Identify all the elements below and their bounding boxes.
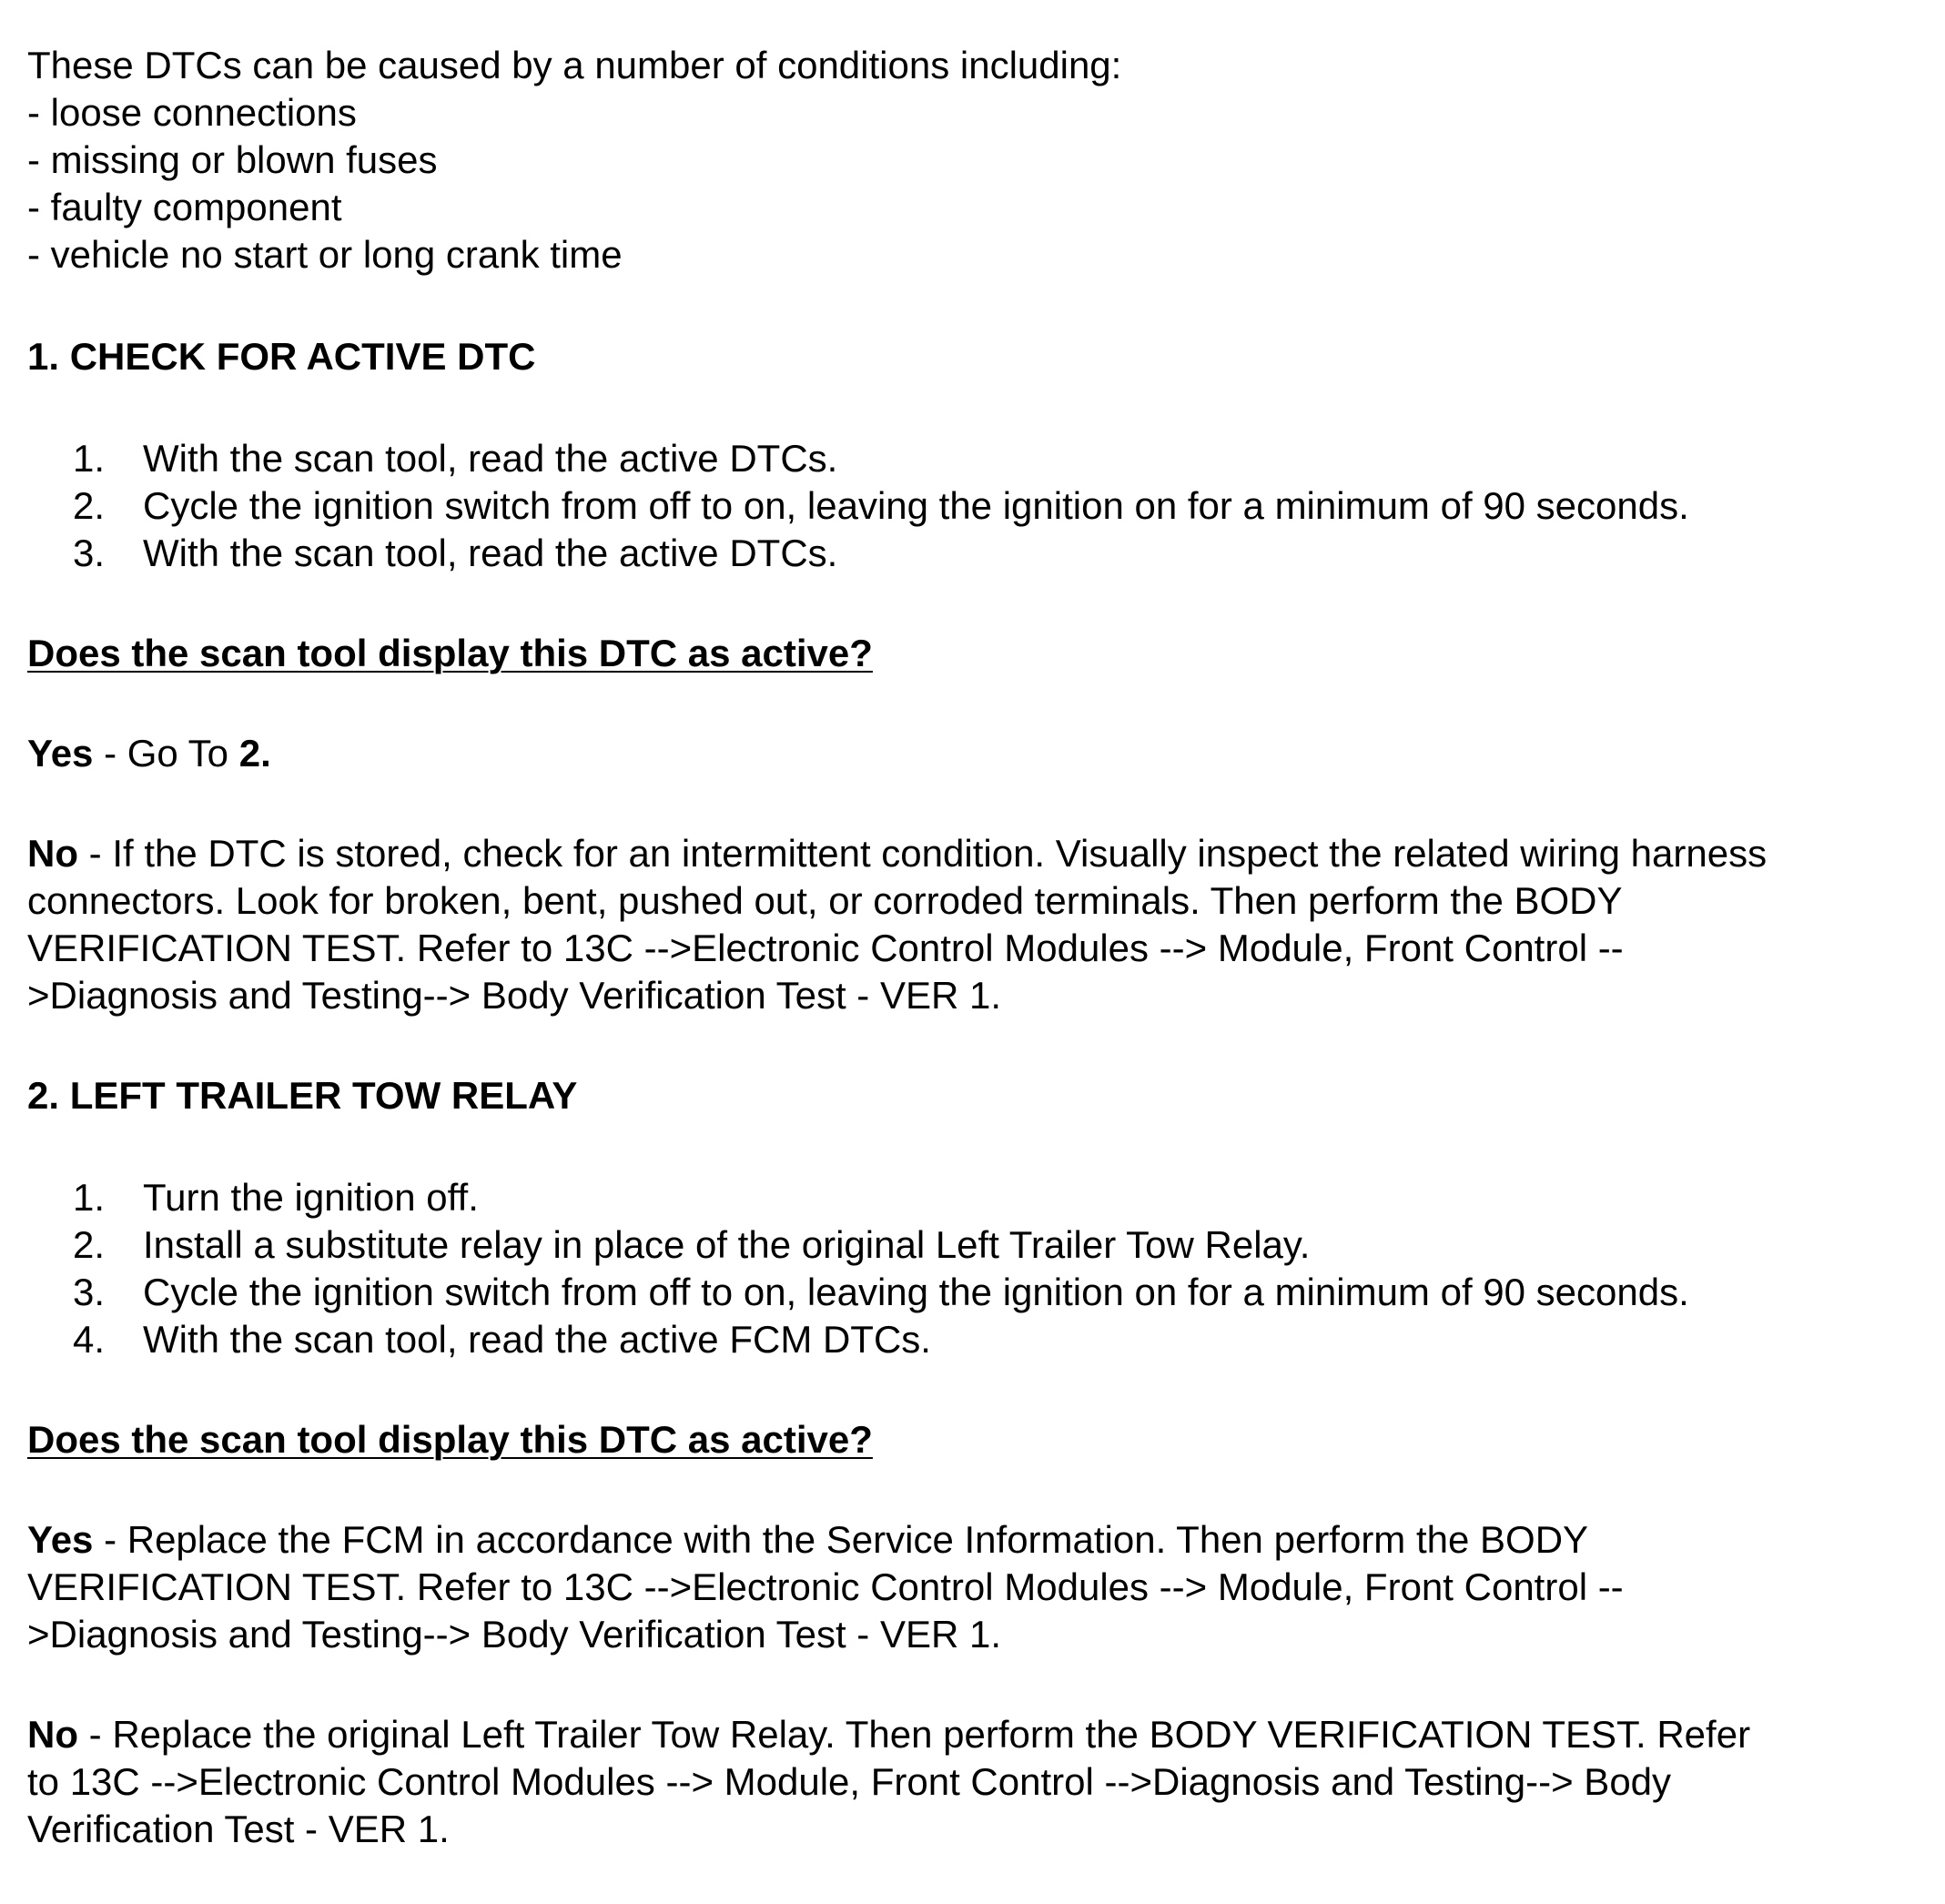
yes-text-line: - Replace the FCM in accordance with the Service Information. Then perform the BODY — [93, 1518, 1589, 1561]
step-number: 1. — [73, 437, 106, 480]
no-label: No — [27, 1713, 78, 1756]
no-text-line: to 13C -->Electronic Control Modules --> Module, Front Control -->Diagnosis and Testing--> Body — [27, 1760, 1672, 1803]
yes-label: Yes — [27, 1518, 94, 1561]
step-item — [27, 530, 1939, 577]
step-number: 2. — [73, 484, 106, 527]
goto-step: 2. — [238, 732, 271, 775]
section1-steps — [27, 435, 1939, 577]
no-text-line: - If the DTC is stored, check for an intermittent condition. Visually inspect the related wiring harness — [78, 832, 1768, 875]
step-text: Install a substitute relay in place of the original Left Trailer Tow Relay. — [143, 1223, 1311, 1266]
yes-text-line: >Diagnosis and Testing--> Body Verification Test - VER 1. — [27, 1613, 1002, 1656]
step-number: 2. — [73, 1223, 106, 1266]
no-label: No — [27, 832, 78, 875]
yes-text: - Go To — [93, 732, 239, 775]
section1-no-answer — [27, 830, 1939, 1019]
step-text: With the scan tool, read the active DTCs. — [143, 532, 838, 574]
step-item — [27, 1221, 1939, 1269]
step-text: Cycle the ignition switch from off to on, leaving the ignition on for a minimum of 90 seconds. — [143, 1271, 1689, 1313]
section2-no-answer — [27, 1711, 1939, 1853]
condition-item: - faulty component — [27, 186, 342, 228]
condition-item: - loose connections — [27, 91, 357, 134]
step-item — [27, 1269, 1939, 1316]
section2-yes-answer — [27, 1516, 1939, 1658]
section2-steps — [27, 1174, 1939, 1363]
no-text-line: VERIFICATION TEST. Refer to 13C -->Electronic Control Modules --> Module, Front Control -- — [27, 927, 1624, 969]
step-number: 1. — [73, 1176, 106, 1219]
document-page — [27, 42, 1939, 1853]
step-text: Cycle the ignition switch from off to on, leaving the ignition on for a minimum of 90 seconds. — [143, 484, 1689, 527]
step-item — [27, 435, 1939, 482]
intro-block — [27, 42, 1939, 279]
step-number: 4. — [73, 1318, 106, 1361]
intro-lead: These DTCs can be caused by a number of conditions including: — [27, 44, 1122, 86]
step-text: With the scan tool, read the active DTCs. — [143, 437, 838, 480]
section1-question: Does the scan tool display this DTC as active? — [27, 632, 873, 674]
section2-question: Does the scan tool display this DTC as active? — [27, 1418, 873, 1461]
step-number: 3. — [73, 1271, 106, 1313]
section1-heading: 1. CHECK FOR ACTIVE DTC — [27, 335, 536, 378]
step-item — [27, 1316, 1939, 1363]
step-number: 3. — [73, 532, 106, 574]
section1-yes-answer — [27, 730, 1939, 777]
step-item — [27, 482, 1939, 530]
step-text: Turn the ignition off. — [143, 1176, 479, 1219]
section2-heading: 2. LEFT TRAILER TOW RELAY — [27, 1074, 578, 1117]
no-text-line: Verification Test - VER 1. — [27, 1808, 450, 1850]
no-text-line: - Replace the original Left Trailer Tow Relay. Then perform the BODY VERIFICATION TEST. Refer — [78, 1713, 1751, 1756]
step-item — [27, 1174, 1939, 1221]
condition-item: - missing or blown fuses — [27, 138, 438, 181]
no-text-line: connectors. Look for broken, bent, pushed out, or corroded terminals. Then perform the BODY — [27, 879, 1623, 922]
yes-text-line: VERIFICATION TEST. Refer to 13C -->Electronic Control Modules --> Module, Front Control -- — [27, 1565, 1624, 1608]
condition-item: - vehicle no start or long crank time — [27, 233, 623, 276]
step-text: With the scan tool, read the active FCM DTCs. — [143, 1318, 931, 1361]
no-text-line: >Diagnosis and Testing--> Body Verification Test - VER 1. — [27, 974, 1002, 1017]
yes-label: Yes — [27, 732, 94, 775]
